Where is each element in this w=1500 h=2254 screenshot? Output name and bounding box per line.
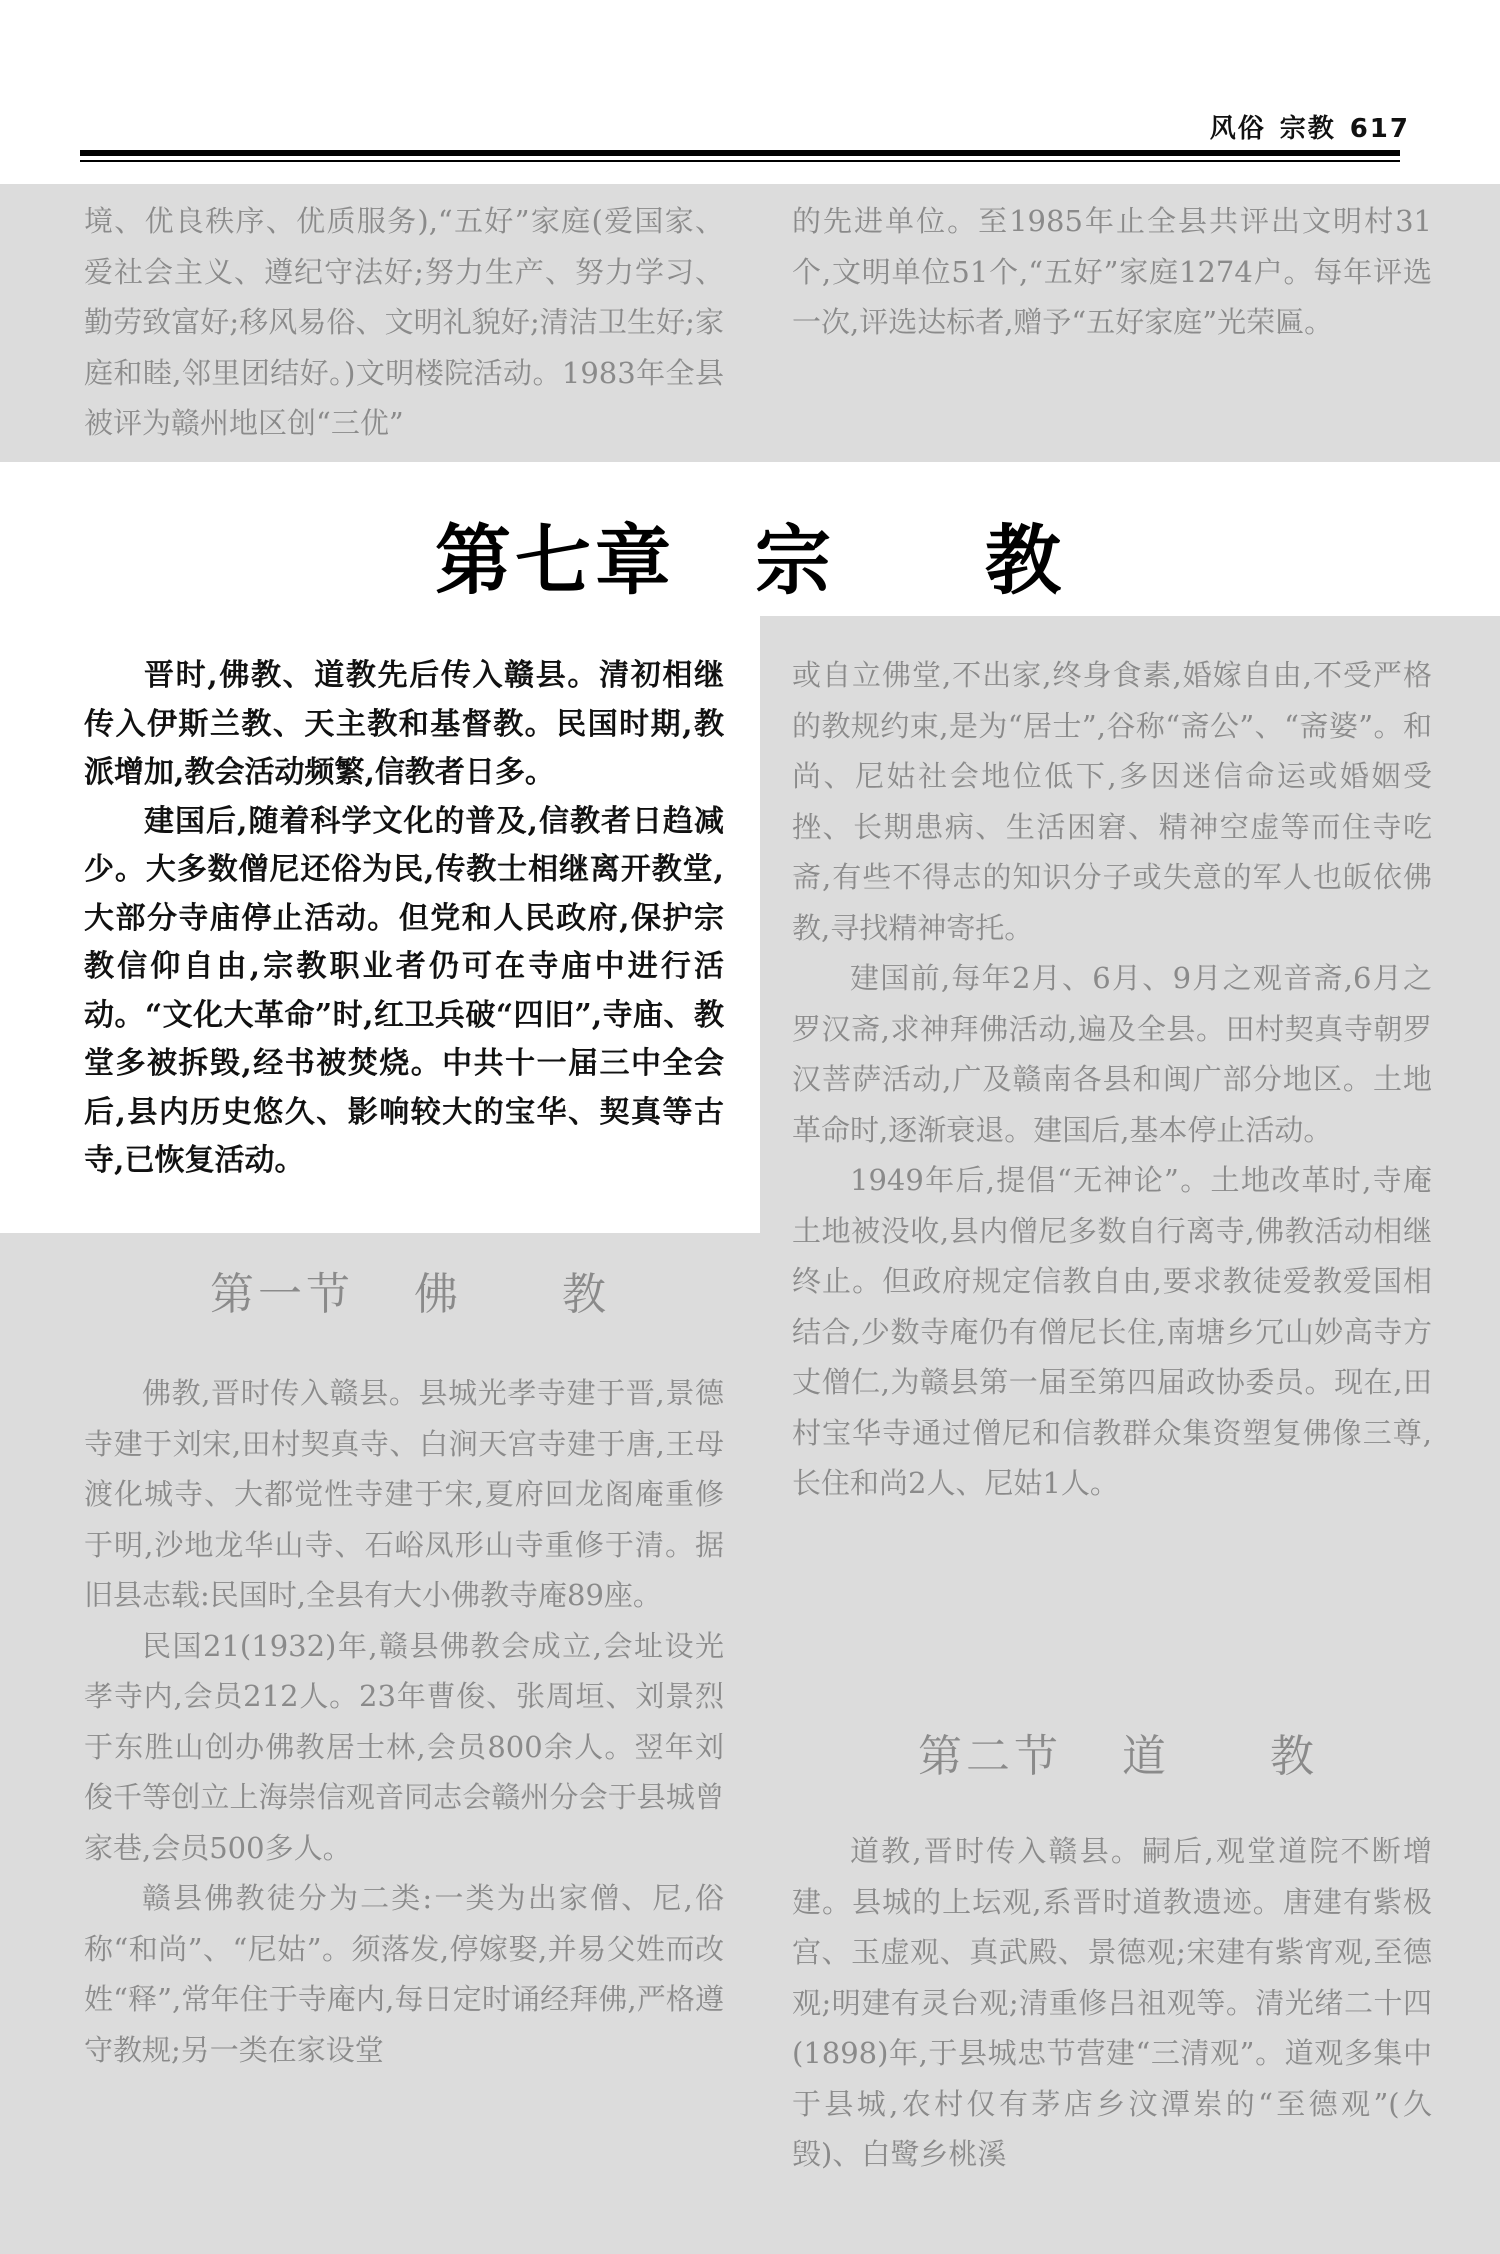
header-section-1: 风俗 xyxy=(1209,114,1266,144)
header-section-2: 宗教 xyxy=(1279,114,1336,144)
intro-column xyxy=(84,652,724,1186)
top-left-column xyxy=(84,196,724,449)
section-2-paragraph-1: 道教,晋时传入赣县。嗣后,观堂道院不断增建。县城的上坛观,系晋时道教遗迹。唐建有紫极宫、玉虚观、真武殿、景德观;宋建有紫宵观,至德观;明建有灵台观;清重修吕祖观等。清光绪二十四(1898)年,于县城忠节营建“三清观”。道观多集中于县城,农村仅有茅店乡汶潭岽的“至德观”(久毁)、白鹭乡桃溪 xyxy=(792,1834,1432,2171)
header-rule-thin xyxy=(80,160,1400,162)
header-rule-thick xyxy=(80,150,1400,156)
running-header xyxy=(1170,108,1410,148)
section-1-paragraph-3: 赣县佛教徒分为二类:一类为出家僧、尼,俗称“和尚”、“尼姑”。须落发,停嫁娶,并易父姓而改姓“释”,常年住于寺庵内,每日定时诵经拜佛,严格遵守教规;另一类在家设堂 xyxy=(84,1881,724,2067)
page-number: 617 xyxy=(1349,114,1410,144)
top-left-paragraph: 境、优良秩序、优质服务),“五好”家庭(爱国家、爱社会主义、遵纪守法好;努力生产、努力学习、勤劳致富好;移风易俗、文明礼貌好;清洁卫生好;家庭和睦,邻里团结好。)文明楼院活动。1983年全县被评为赣州地区创“三优” xyxy=(84,204,724,440)
right-paragraph-2: 建国前,每年2月、6月、9月之观音斋,6月之罗汉斋,求神拜佛活动,遍及全县。田村契真寺朝罗汉菩萨活动,广及赣南各县和闽广部分地区。土地革命时,逐渐衰退。建国后,基本停止活动。 xyxy=(792,961,1432,1147)
section-2-body xyxy=(792,1826,1432,2180)
section-1-paragraph-2: 民国21(1932)年,赣县佛教会成立,会址设光孝寺内,会员212人。23年曹俊、张周垣、刘景烈于东胜山创办佛教居士林,会员800余人。翌年刘俊千等创立上海崇信观音同志会赣州分会于县城曾家巷,会员500多人。 xyxy=(84,1628,724,1865)
section-2-title: 第二节 道 教 xyxy=(918,1731,1318,1782)
section-1-paragraph-1: 佛教,晋时传入赣县。县城光孝寺建于晋,景德寺建于刘宋,田村契真寺、白涧天宫寺建于唐,王母渡化城寺、大都觉性寺建于宋,夏府回龙阁庵重修于明,沙地龙华山寺、石峪凤形山寺重修于清。据旧县志载:民国时,全县有大小佛教寺庵89座。 xyxy=(84,1376,724,1612)
chapter-title: 第七章 宗 教 xyxy=(435,516,1065,605)
section-1-title: 第一节 佛 教 xyxy=(210,1269,610,1320)
right-column xyxy=(792,650,1432,1509)
section-1-body xyxy=(84,1368,724,2075)
top-right-column xyxy=(792,196,1432,348)
right-paragraph-1: 或自立佛堂,不出家,终身食素,婚嫁自由,不受严格的教规约束,是为“居士”,谷称“斋公”、“斋婆”。和尚、尼姑社会地位低下,多因迷信命运或婚姻受挫、长期患病、生活困窘、精神空虚等而住寺吃斋,有些不得志的知识分子或失意的军人也皈依佛教,寻找精神寄托。 xyxy=(792,658,1432,945)
top-right-paragraph: 的先进单位。至1985年止全县共评出文明村31个,文明单位51个,“五好”家庭1274户。每年评选一次,评选达标者,赠予“五好家庭”光荣匾。 xyxy=(792,204,1432,339)
intro-paragraph-1: 晋时,佛教、道教先后传入赣县。清初相继传入伊斯兰教、天主教和基督教。民国时期,教派增加,教会活动频繁,信教者日多。 xyxy=(84,658,724,790)
right-paragraph-3: 1949年后,提倡“无神论”。土地改革时,寺庵土地被没收,县内僧尼多数自行离寺,佛教活动相继终止。但政府规定信教自由,要求教徒爱教爱国相结合,少数寺庵仍有僧尼长住,南塘乡冗山妙高寺方丈僧仁,为赣县第一届至第四届政协委员。现在,田村宝华寺通过僧尼和信教群众集资塑复佛像三尊,长住和尚2人、尼姑1人。 xyxy=(792,1163,1432,1500)
intro-paragraph-2: 建国后,随着科学文化的普及,信教者日趋减少。大多数僧尼还俗为民,传教士相继离开教堂,大部分寺庙停止活动。但党和人民政府,保护宗教信仰自由,宗教职业者仍可在寺庙中进行活动。“文化大革命”时,红卫兵破“四旧”,寺庙、教堂多被拆毁,经书被焚烧。中共十一届三中全会后,县内历史悠久、影响较大的宝华、契真等古寺,已恢复活动。 xyxy=(84,803,724,1178)
